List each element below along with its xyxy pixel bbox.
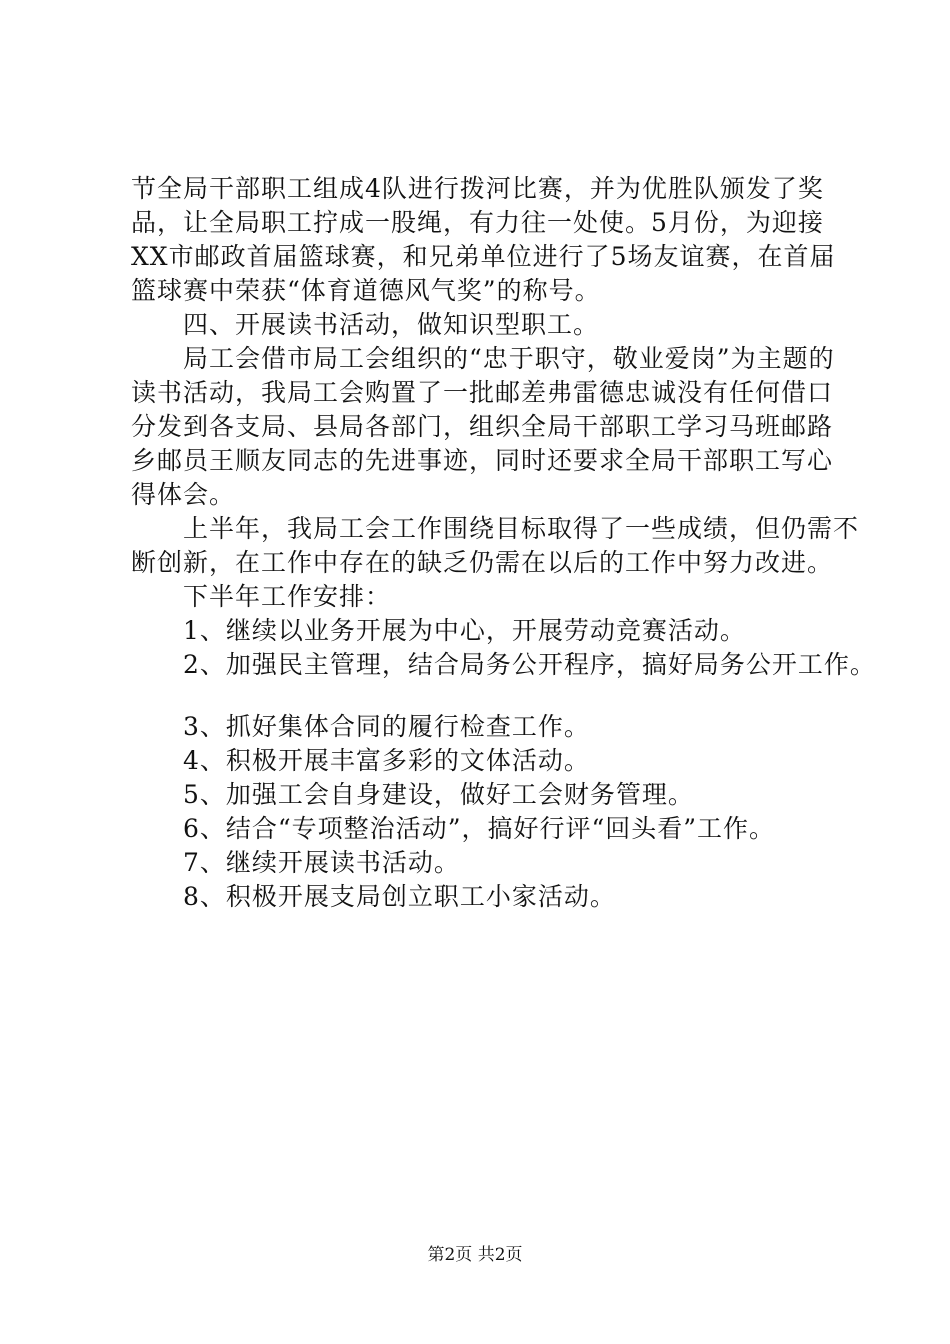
text-line: 节全局干部职工组成4队进行拨河比赛，并为优胜队颁发了奖	[131, 174, 824, 203]
text-line: 断创新，在工作中存在的缺乏仍需在以后的工作中努力改进。	[131, 548, 834, 577]
plan-heading: 下半年工作安排：	[131, 582, 392, 611]
text-line: 得体会。	[131, 480, 236, 509]
plan-item: 6、结合“专项整治活动”，搞好行评“回头看”工作。	[131, 814, 776, 843]
text-line: XX市邮政首届篮球赛，和兄弟单位进行了5场友谊赛，在首届	[131, 242, 836, 271]
text-line: 上半年，我局工会工作围绕目标取得了一些成绩，但仍需不	[131, 514, 860, 543]
text-line: 乡邮员王顺友同志的先进事迹，同时还要求全局干部职工写心	[131, 446, 834, 475]
plan-item: 1、继续以业务开展为中心，开展劳动竞赛活动。	[131, 616, 746, 645]
text-line: 读书活动，我局工会购置了一批邮差弗雷德忠诚没有任何借口	[131, 378, 834, 407]
text-line: 篮球赛中荣获“体育道德风气奖”的称号。	[131, 276, 601, 305]
plan-item: 8、积极开展支局创立职工小家活动。	[131, 882, 616, 911]
plan-item: 2、加强民主管理，结合局务公开程序，搞好局务公开工作。	[131, 650, 876, 679]
text-line: 局工会借市局工会组织的“忠于职守，敬业爱岗”为主题的	[131, 344, 835, 373]
body-text	[131, 172, 876, 914]
page-number-footer: 第2页 共2页	[427, 1245, 523, 1265]
text-line: 分发到各支局、县局各部门，组织全局干部职工学习马班邮路	[131, 412, 834, 441]
text-line: 品，让全局职工拧成一股绳，有力往一处使。5月份，为迎接	[131, 208, 824, 237]
plan-item: 7、继续开展读书活动。	[131, 848, 460, 877]
plan-item: 3、抓好集体合同的履行检查工作。	[131, 712, 590, 741]
plan-item: 5、加强工会自身建设，做好工会财务管理。	[131, 780, 694, 809]
blank-line	[131, 682, 847, 710]
plan-item: 4、积极开展丰富多彩的文体活动。	[131, 746, 590, 775]
section-heading: 四、开展读书活动，做知识型职工。	[131, 310, 600, 339]
